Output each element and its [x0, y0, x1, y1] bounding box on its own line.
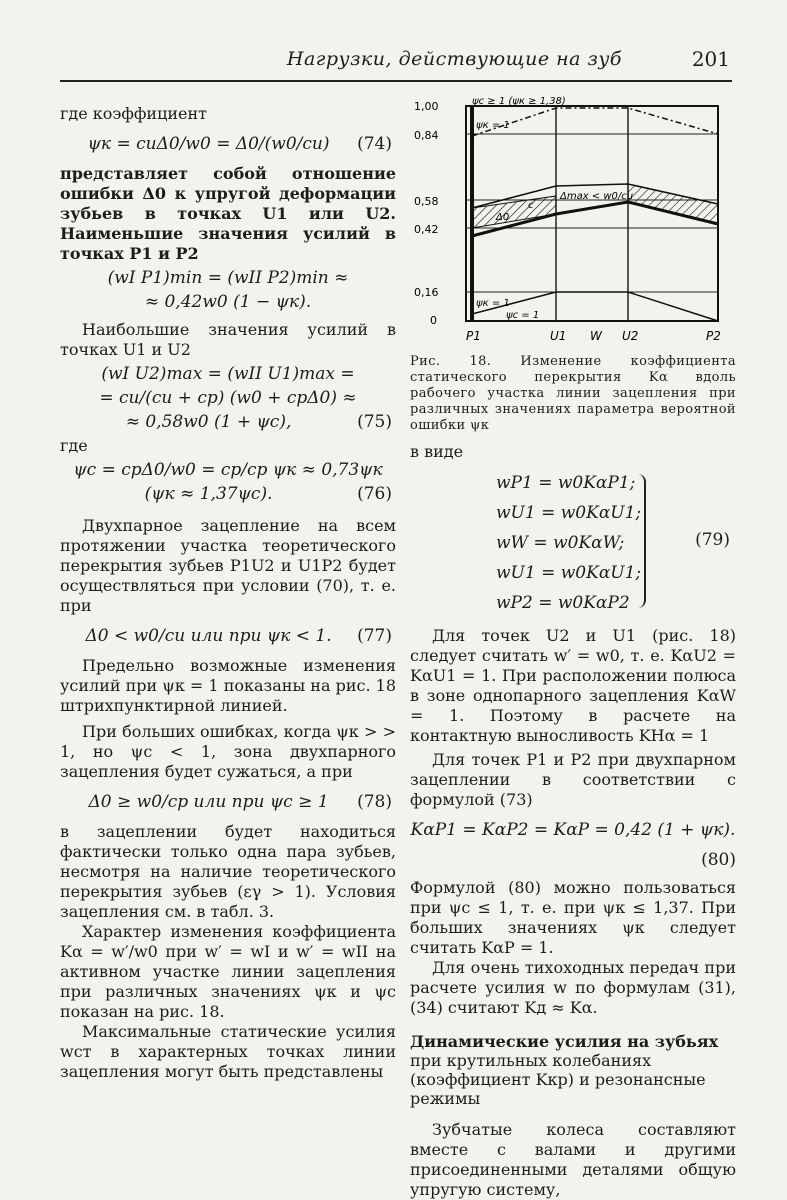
paragraph: Предельно возможные изменения усилий при ψк = 1 показаны на рис. 18 штрихпунктирной линией. [60, 656, 396, 715]
equation-76 [60, 484, 396, 504]
figure-caption: Рис. 18. Изменение коэффициента статического перекрытия Kα вдоль рабочего участка линии зацепления при различных значениях параметра вероятной ошибки ψк [410, 354, 736, 433]
equation-number: (79) [695, 530, 730, 550]
paragraph: Двухпарное зацепление на всем протяжении участка теоретического перекрытия зубьев P1U2 и U1P2 будет осуществляться при условии (70), т. е. при [60, 516, 396, 615]
top-label: ψc ≥ 1 (ψк ≥ 1,38) [472, 96, 566, 107]
right-column [410, 96, 736, 1200]
equation-number: (80) [701, 850, 736, 870]
system-line: wU1 = w0KαU1; [496, 503, 642, 523]
equation-number: (74) [357, 134, 392, 154]
figure-18-diagram [410, 96, 736, 346]
equation-number: (77) [357, 626, 392, 646]
equation-number: (78) [357, 792, 392, 812]
paragraph: Максимальные статические усилия wст в характерных точках линии зацепления могут быть представлены [60, 1022, 396, 1081]
y-tick-label: 1,00 [414, 100, 439, 113]
text-line: в виде [410, 442, 464, 461]
system-line: wP2 = w0KαP2 [496, 593, 630, 613]
paragraph: в зацеплении будет находиться фактически только одна пара зубьев, несмотря на наличие теоретического перекрытия зубьев (εγ > 1). Условия зацепления см. в табл. 3. [60, 822, 396, 921]
header-title: Нагрузки, действующие на зуб [286, 48, 622, 70]
equation-expression: ψк = cuΔ0/w0 = Δ0/(w0/cu) [87, 134, 330, 154]
y-tick-label: 0 [430, 314, 437, 327]
paragraph: Характер изменения коэффициента Kα = w′/w0 при w′ = wI и w′ = wII на активном участке линии зацепления при различных значениях ψк и ψc показан на рис. 18. [60, 922, 396, 1021]
paragraph: При больших ошибках, когда ψк > > 1, но ψc < 1, зона двухпарного зацепления будет сужаться, а при [60, 722, 396, 781]
x-tick-label: U2 [622, 329, 639, 343]
system-line: wP1 = w0KαP1; [496, 473, 636, 493]
label-psi-c-bottom: ψc = 1 [506, 310, 540, 321]
equation-74 [60, 134, 396, 154]
equation-expression: (ψк ≈ 1,37ψc). [144, 484, 273, 504]
equation-system-79 [410, 468, 736, 618]
section-title: Динамические усилия на зубьях [410, 1032, 719, 1051]
x-tick-label: U1 [550, 329, 567, 343]
equation-line: ψc = cpΔ0/w0 = cp/cp ψк ≈ 0,73ψк [73, 460, 383, 480]
system-line: wW = w0KαW; [496, 533, 625, 553]
paragraph: Формулой (80) можно пользоваться при ψc ≤ 1, т. е. при ψк ≤ 1,37. При больших значениях ψк следует считать KαP = 1. [410, 878, 736, 957]
equation-number: (75) [357, 412, 392, 432]
label-delta0: Δ0 [496, 212, 510, 223]
y-tick-label: 0,58 [414, 195, 439, 208]
label-c: c [528, 200, 534, 211]
system-line: wU1 = w0KαU1; [496, 563, 642, 583]
x-tick-label: P1 [466, 329, 481, 343]
system-lines [496, 468, 641, 618]
label-psi-k-bottom: ψк = 1 [476, 298, 510, 309]
x-tick-label: W [590, 329, 602, 343]
text-line: где коэффициент [60, 104, 208, 123]
equation-line: = cu/(cu + cp) (w0 + cpΔ0) ≈ [99, 388, 357, 408]
y-tick-label: 0,16 [414, 286, 439, 299]
equation-78 [60, 792, 396, 812]
paragraph: Зубчатые колеса составляют вместе с валами и другими присоединенными деталями общую упругую систему, [410, 1120, 736, 1199]
equation-line: (wI P1)min = (wII P2)min ≈ [107, 268, 349, 288]
x-tick-label: P2 [706, 329, 721, 343]
label-psi-k-top: ψк = 1 [476, 120, 510, 131]
section-subtitle: при крутильных колебаниях (коэффициент Kкр) и резонансные режимы [410, 1051, 706, 1108]
equation-line: ≈ 0,42w0 (1 − ψк). [144, 292, 312, 312]
hatched-band-left [472, 196, 556, 228]
paragraph: Для очень тихоходных передач при расчете усилия w по формулам (31), (34) считают Kд ≈ Kα. [410, 958, 736, 1017]
equation-expression: Δ0 < w0/cu или при ψк < 1. [85, 626, 332, 646]
equation-expression: KαP1 = KαP2 = KαP = 0,42 (1 + ψк). [410, 820, 736, 840]
equation-expression: Δ0 ≥ w0/cp или при ψc ≥ 1 [88, 792, 329, 812]
equation-75 [60, 412, 396, 432]
equation-line: (wI U2)max = (wII U1)max = [101, 364, 355, 384]
paragraph: Наибольшие значения усилий в точках U1 и U2 [60, 320, 396, 359]
brace [636, 474, 646, 608]
y-tick-label: 0,42 [414, 223, 439, 236]
running-header [60, 44, 732, 82]
equation-80 [410, 820, 736, 840]
text-line: где [60, 436, 88, 455]
paragraph: Для точек U2 и U1 (рис. 18) следует считать w′ = w0, т. е. KαU2 = KαU1 = 1. При расположении полюса в зоне однопарного зацепления KαW = 1. Поэтому в расчете на контактную выносливость KHα = 1 [410, 626, 736, 745]
equation-number: (76) [357, 484, 392, 504]
left-column [60, 104, 396, 1082]
equation-77 [60, 626, 396, 646]
y-tick-label: 0,84 [414, 129, 439, 142]
equation-expression: ≈ 0,58w0 (1 + ψc), [125, 412, 292, 432]
label-delta-max: Δmax < w0/cu [560, 191, 634, 202]
page-number: 201 [691, 47, 730, 71]
paragraph: представляет собой отношение ошибки Δ0 к упругой деформации зубьев в точках U1 или U2. Наименьшие значения усилий в точках P1 и P2 [60, 164, 396, 263]
paragraph: Для точек P1 и P2 при двухпарном зацеплении в соответствии с формулой (73) [410, 750, 736, 809]
